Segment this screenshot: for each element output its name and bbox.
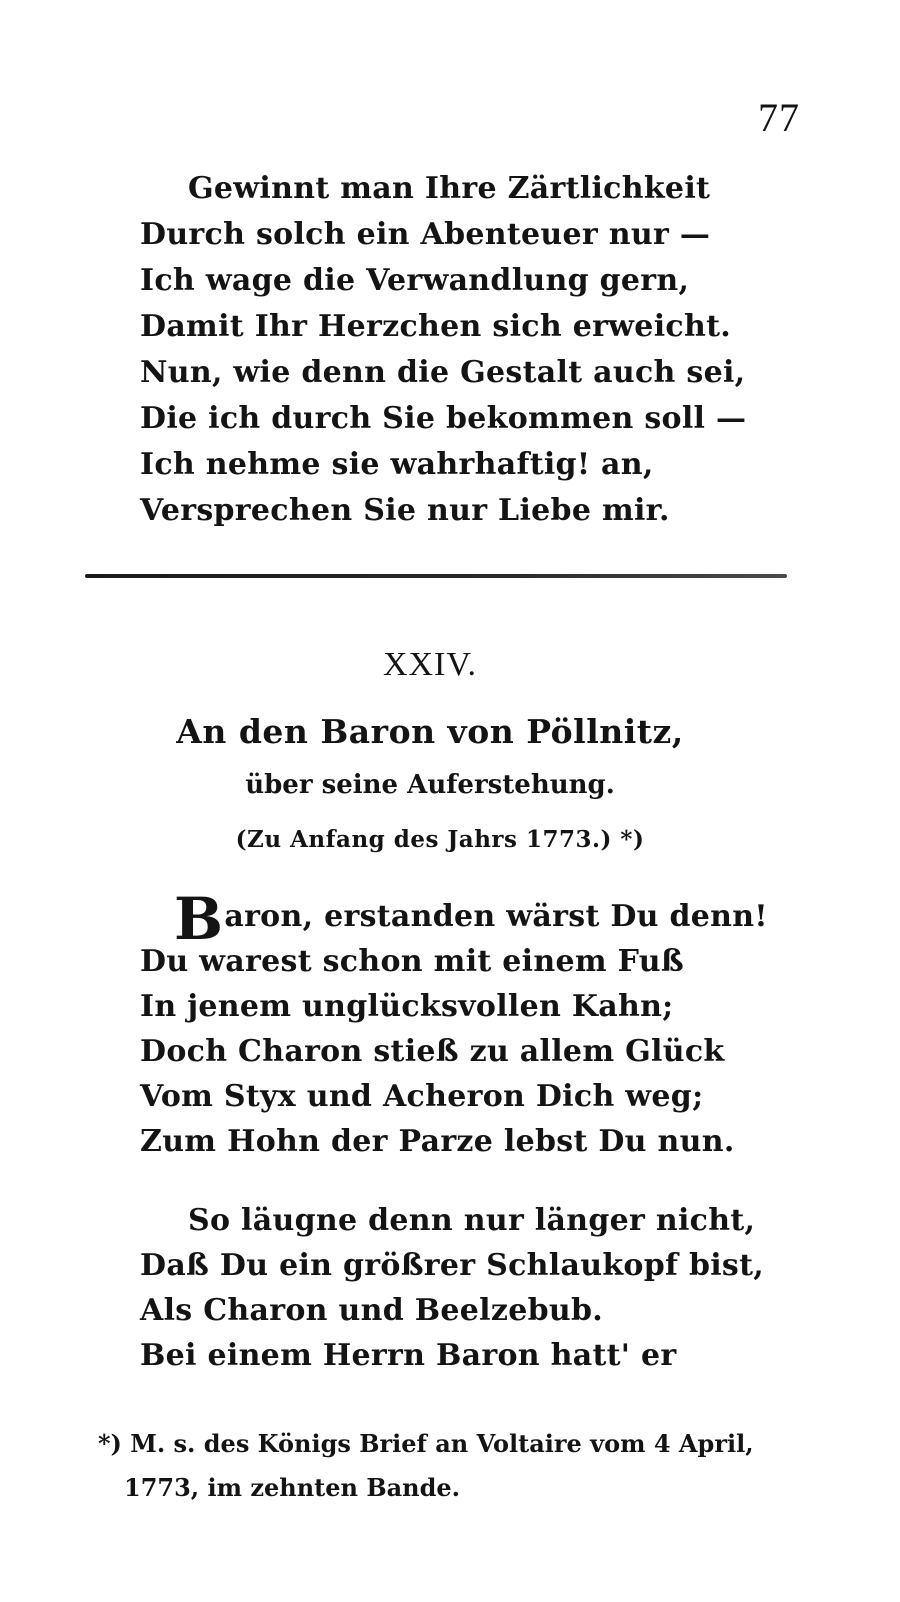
- footnote-line: 1773, im zehnten Bande.: [124, 1473, 461, 1502]
- verse-line: Bei einem Herrn Baron hatt' er: [140, 1338, 677, 1373]
- verse-line-first: [140, 885, 820, 953]
- footnote-line: *) M. s. des Königs Brief an Voltaire vom 4 April,: [98, 1429, 754, 1458]
- verse-line: Vom Styx und Acheron Dich weg;: [140, 1079, 704, 1114]
- verse-line: Gewinnt man Ihre Zärtlichkeit: [188, 171, 711, 206]
- stanza-first: [140, 885, 820, 1164]
- verse-line: In jenem unglücksvollen Kahn;: [140, 989, 674, 1024]
- poem-date-note: (Zu Anfang des Jahrs 1773.) *): [235, 826, 645, 853]
- poem-subtitle: über seine Auferstehung.: [245, 770, 615, 800]
- verse-line: Durch solch ein Abenteuer nur —: [140, 217, 711, 252]
- verse-line: Daß Du ein größrer Schlaukopf bist,: [140, 1248, 765, 1283]
- footnote: [98, 1422, 818, 1510]
- verse-line: Zum Hohn der Parze lebst Du nun.: [140, 1124, 735, 1159]
- stanza-second: [140, 1198, 820, 1378]
- verse-line: Ich nehme sie wahrhaftig! an,: [140, 447, 654, 482]
- verse-line: Damit Ihr Herzchen sich erweicht.: [140, 309, 731, 344]
- verse-line: Als Charon und Beelzebub.: [140, 1293, 604, 1328]
- verse-line: Du warest schon mit einem Fuß: [140, 944, 684, 979]
- verse-line: So läugne denn nur länger nicht,: [188, 1203, 756, 1238]
- stanza-continued: [140, 166, 820, 534]
- verse-line: Doch Charon stieß zu allem Glück: [140, 1034, 725, 1069]
- poem-title: An den Baron von Pöllnitz,: [176, 712, 684, 751]
- section-divider: [85, 574, 787, 578]
- verse-line: Ich wage die Verwandlung gern,: [140, 263, 690, 298]
- verse-line: Nun, wie denn die Gestalt auch sei,: [140, 355, 746, 390]
- poem-number: XXIV.: [382, 646, 478, 683]
- verse-line: Versprechen Sie nur Liebe mir.: [140, 493, 670, 528]
- page-number: 77: [758, 95, 800, 140]
- verse-line: Die ich durch Sie bekommen soll —: [140, 401, 747, 436]
- verse-line-first-rest: aron, erstanden wärst Du denn!: [224, 899, 768, 934]
- drop-cap-letter: B: [174, 885, 224, 953]
